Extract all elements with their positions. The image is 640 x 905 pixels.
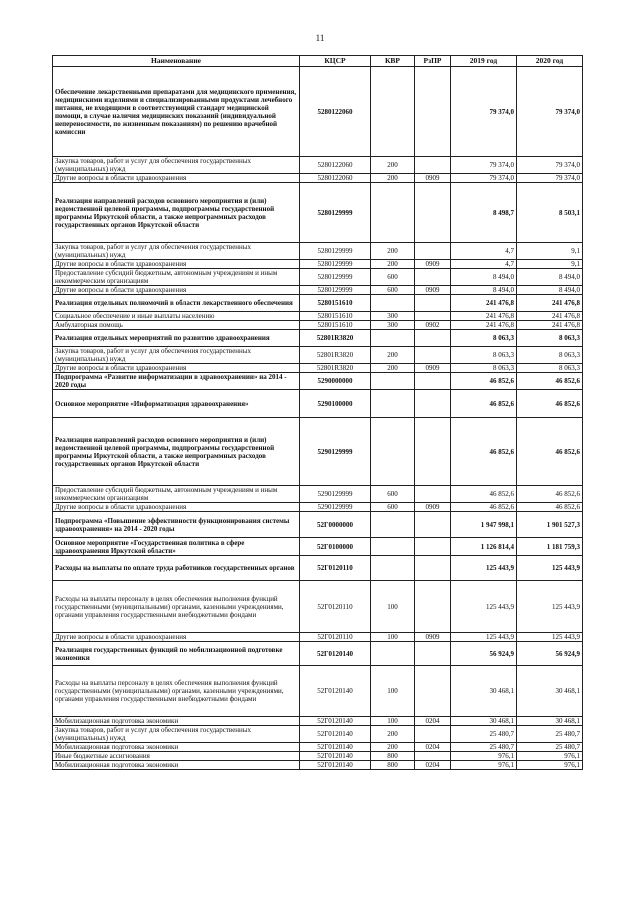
cell-rzpr — [415, 556, 451, 581]
cell-kcsr: 52Г0120110 — [300, 633, 371, 642]
cell-kcsr: 5280129999 — [300, 286, 371, 295]
cell-name: Другие вопросы в области здравоохранения — [53, 286, 300, 295]
cell-rzpr: 0909 — [415, 286, 451, 295]
cell-kvr: 100 — [371, 666, 415, 717]
cell-2019: 46 852,6 — [451, 390, 517, 418]
table-row — [53, 666, 583, 717]
cell-name: Закупка товаров, работ и услуг для обеспечения государственных (муниципальных) нужд — [53, 347, 300, 364]
cell-rzpr — [415, 418, 451, 486]
cell-kcsr: 5280122060 — [300, 157, 371, 174]
cell-2020: 1 181 759,3 — [517, 538, 583, 556]
cell-kvr: 200 — [371, 243, 415, 260]
table-row — [53, 295, 583, 312]
cell-kvr: 100 — [371, 717, 415, 726]
cell-kcsr: 52Г0120140 — [300, 752, 371, 761]
cell-kcsr: 5280151610 — [300, 312, 371, 321]
cell-kcsr: 5290100000 — [300, 390, 371, 418]
cell-name: Другие вопросы в области здравоохранения — [53, 260, 300, 269]
cell-2019: 976,1 — [451, 752, 517, 761]
cell-kvr — [371, 538, 415, 556]
cell-kcsr: 52Г0120140 — [300, 761, 371, 770]
cell-2020: 30 468,1 — [517, 666, 583, 717]
table-row — [53, 321, 583, 330]
cell-2020: 46 852,6 — [517, 486, 583, 503]
cell-rzpr — [415, 243, 451, 260]
table-row — [53, 67, 583, 157]
cell-rzpr — [415, 581, 451, 633]
cell-kvr: 300 — [371, 321, 415, 330]
cell-kvr: 300 — [371, 312, 415, 321]
cell-rzpr — [415, 752, 451, 761]
cell-rzpr — [415, 312, 451, 321]
cell-name: Расходы на выплаты персоналу в целях обеспечения выполнения функций государственными (муниципальными) органами, казенными учреждениями, органами управления государственными внебюджетными фондами — [53, 666, 300, 717]
cell-kcsr: 52Г0120140 — [300, 743, 371, 752]
cell-name: Предоставление субсидий бюджетным, автономным учреждениям и иным некоммерческим организациям — [53, 486, 300, 503]
cell-kcsr: 52Г0120140 — [300, 726, 371, 743]
header-kvr: КВР — [371, 56, 415, 67]
cell-rzpr: 0204 — [415, 717, 451, 726]
header-rzpr: РзПР — [415, 56, 451, 67]
table-row — [53, 347, 583, 364]
cell-name: Подпрограмма «Развитие информатизации в здравоохранении» на 2014 - 2020 годы — [53, 373, 300, 390]
cell-2020: 56 924,9 — [517, 642, 583, 666]
cell-name: Основное мероприятие «Государственная политика в сфере здравоохранения Иркутской области» — [53, 538, 300, 556]
cell-kcsr: 5280129999 — [300, 243, 371, 260]
table-row — [53, 726, 583, 743]
cell-kcsr: 52Г0120110 — [300, 581, 371, 633]
cell-kvr: 200 — [371, 260, 415, 269]
cell-rzpr — [415, 295, 451, 312]
cell-kcsr: 5280129999 — [300, 260, 371, 269]
cell-2020: 46 852,6 — [517, 373, 583, 390]
cell-kcsr: 52Г0120140 — [300, 717, 371, 726]
cell-rzpr — [415, 486, 451, 503]
cell-name: Мобилизационная подготовка экономики — [53, 743, 300, 752]
table-header-row — [53, 56, 583, 67]
cell-2019: 125 443,9 — [451, 633, 517, 642]
cell-name: Реализация направлений расходов основного мероприятия и (или) ведомственной целевой программы, подпрограммы государственной программы Иркутской области, а также непрограммных расходов государственных органов Иркутской области — [53, 183, 300, 243]
table-row — [53, 183, 583, 243]
table-row — [53, 581, 583, 633]
cell-kvr — [371, 330, 415, 347]
table-row — [53, 418, 583, 486]
cell-2019: 8 063,3 — [451, 347, 517, 364]
cell-2019: 79 374,0 — [451, 67, 517, 157]
cell-2019: 125 443,9 — [451, 581, 517, 633]
table-row — [53, 330, 583, 347]
cell-kvr: 800 — [371, 752, 415, 761]
cell-name: Мобилизационная подготовка экономики — [53, 761, 300, 770]
table-row — [53, 373, 583, 390]
header-kcsr: КЦСР — [300, 56, 371, 67]
table-row — [53, 269, 583, 286]
table-row — [53, 286, 583, 295]
cell-rzpr — [415, 157, 451, 174]
cell-kcsr: 52Г0120110 — [300, 556, 371, 581]
header-name: Наименование — [53, 56, 300, 67]
header-2019: 2019 год — [451, 56, 517, 67]
cell-rzpr: 0909 — [415, 364, 451, 373]
cell-name: Расходы на выплаты персоналу в целях обеспечения выполнения функций государственными (муниципальными) органами, казенными учреждениями, органами управления государственными внебюджетными фондами — [53, 581, 300, 633]
cell-2019: 8 063,3 — [451, 364, 517, 373]
cell-name: Закупка товаров, работ и услуг для обеспечения государственных (муниципальных) нужд — [53, 157, 300, 174]
cell-rzpr: 0204 — [415, 761, 451, 770]
cell-2019: 30 468,1 — [451, 717, 517, 726]
cell-2020: 30 468,1 — [517, 717, 583, 726]
cell-kvr: 200 — [371, 726, 415, 743]
table-row — [53, 761, 583, 770]
cell-2020: 25 480,7 — [517, 726, 583, 743]
table-row — [53, 538, 583, 556]
cell-kvr — [371, 183, 415, 243]
cell-kvr — [371, 295, 415, 312]
cell-kcsr: 52801R3820 — [300, 347, 371, 364]
cell-kcsr: 5280151610 — [300, 321, 371, 330]
cell-kcsr: 5290129999 — [300, 486, 371, 503]
cell-kcsr: 52801R3820 — [300, 330, 371, 347]
cell-2019: 56 924,9 — [451, 642, 517, 666]
cell-2020: 79 374,0 — [517, 174, 583, 183]
cell-name: Закупка товаров, работ и услуг для обеспечения государственных (муниципальных) нужд — [53, 243, 300, 260]
cell-2019: 8 063,3 — [451, 330, 517, 347]
cell-rzpr — [415, 269, 451, 286]
cell-rzpr — [415, 183, 451, 243]
cell-rzpr — [415, 642, 451, 666]
cell-2020: 46 852,6 — [517, 503, 583, 512]
cell-name: Реализация отдельных мероприятий по развитию здравоохранения — [53, 330, 300, 347]
cell-rzpr: 0909 — [415, 260, 451, 269]
cell-kvr — [371, 390, 415, 418]
cell-kvr: 200 — [371, 174, 415, 183]
cell-rzpr — [415, 538, 451, 556]
cell-2020: 46 852,6 — [517, 390, 583, 418]
cell-kvr: 600 — [371, 269, 415, 286]
cell-2019: 241 476,8 — [451, 312, 517, 321]
cell-kcsr: 52801R3820 — [300, 364, 371, 373]
cell-name: Другие вопросы в области здравоохранения — [53, 174, 300, 183]
cell-2020: 9,1 — [517, 243, 583, 260]
cell-rzpr — [415, 512, 451, 538]
cell-kcsr: 52Г0120140 — [300, 642, 371, 666]
cell-kvr: 800 — [371, 761, 415, 770]
cell-kcsr: 5290129999 — [300, 503, 371, 512]
cell-2019: 25 480,7 — [451, 743, 517, 752]
cell-rzpr — [415, 330, 451, 347]
cell-name: Мобилизационная подготовка экономики — [53, 717, 300, 726]
cell-2019: 241 476,8 — [451, 321, 517, 330]
cell-kvr — [371, 642, 415, 666]
table-row — [53, 390, 583, 418]
cell-kvr: 100 — [371, 633, 415, 642]
cell-name: Реализация отдельных полномочий в области лекарственного обеспечения — [53, 295, 300, 312]
cell-2019: 1 126 814,4 — [451, 538, 517, 556]
table-row — [53, 743, 583, 752]
cell-2020: 8 503,1 — [517, 183, 583, 243]
cell-kcsr: 52Г0100000 — [300, 538, 371, 556]
table-row — [53, 503, 583, 512]
cell-kvr — [371, 556, 415, 581]
cell-name: Расходы на выплаты по оплате труда работников государственных органов — [53, 556, 300, 581]
table-row — [53, 174, 583, 183]
cell-kvr — [371, 67, 415, 157]
cell-kcsr: 5280122060 — [300, 67, 371, 157]
cell-2019: 25 480,7 — [451, 726, 517, 743]
cell-name: Другие вопросы в области здравоохранения — [53, 364, 300, 373]
cell-2019: 8 498,7 — [451, 183, 517, 243]
cell-rzpr: 0909 — [415, 174, 451, 183]
table-row — [53, 312, 583, 321]
cell-name: Реализация государственных функций по мобилизационной подготовке экономики — [53, 642, 300, 666]
cell-kvr — [371, 512, 415, 538]
cell-name: Закупка товаров, работ и услуг для обеспечения государственных (муниципальных) нужд — [53, 726, 300, 743]
table-row — [53, 633, 583, 642]
cell-rzpr: 0909 — [415, 503, 451, 512]
cell-name: Другие вопросы в области здравоохранения — [53, 633, 300, 642]
cell-kvr: 600 — [371, 486, 415, 503]
cell-kvr: 600 — [371, 503, 415, 512]
cell-name: Реализация направлений расходов основного мероприятия и (или) ведомственной целевой программы, подпрограммы государственной программы Иркутской области, а также непрограммных расходов государственных органов Иркутской области — [53, 418, 300, 486]
cell-name: Другие вопросы в области здравоохранения — [53, 503, 300, 512]
cell-kvr: 200 — [371, 157, 415, 174]
cell-2020: 241 476,8 — [517, 321, 583, 330]
cell-kcsr: 52Г0120140 — [300, 666, 371, 717]
budget-table — [52, 55, 583, 770]
cell-kvr: 100 — [371, 581, 415, 633]
cell-2020: 976,1 — [517, 752, 583, 761]
cell-kcsr: 5290129999 — [300, 418, 371, 486]
cell-name: Иные бюджетные ассигнования — [53, 752, 300, 761]
table-row — [53, 752, 583, 761]
cell-2019: 30 468,1 — [451, 666, 517, 717]
cell-kvr — [371, 418, 415, 486]
cell-kvr: 600 — [371, 286, 415, 295]
cell-kcsr: 5280129999 — [300, 183, 371, 243]
cell-rzpr: 0902 — [415, 321, 451, 330]
table-row — [53, 512, 583, 538]
cell-2020: 976,1 — [517, 761, 583, 770]
cell-2020: 241 476,8 — [517, 312, 583, 321]
cell-2020: 241 476,8 — [517, 295, 583, 312]
cell-2019: 46 852,6 — [451, 418, 517, 486]
cell-rzpr: 0204 — [415, 743, 451, 752]
page-number: 11 — [315, 33, 325, 43]
cell-rzpr: 0909 — [415, 633, 451, 642]
cell-rzpr — [415, 726, 451, 743]
cell-2019: 46 852,6 — [451, 373, 517, 390]
cell-rzpr — [415, 373, 451, 390]
cell-2019: 4,7 — [451, 260, 517, 269]
cell-name: Основное мероприятие «Информатизация здравоохранения» — [53, 390, 300, 418]
cell-kcsr: 5280129999 — [300, 269, 371, 286]
cell-2019: 4,7 — [451, 243, 517, 260]
cell-2020: 125 443,9 — [517, 633, 583, 642]
cell-rzpr — [415, 67, 451, 157]
cell-2019: 241 476,8 — [451, 295, 517, 312]
cell-2020: 79 374,0 — [517, 67, 583, 157]
cell-2019: 8 494,0 — [451, 286, 517, 295]
cell-kvr: 200 — [371, 364, 415, 373]
cell-2020: 9,1 — [517, 260, 583, 269]
cell-2019: 125 443,9 — [451, 556, 517, 581]
cell-kcsr: 52Г0000000 — [300, 512, 371, 538]
cell-2019: 46 852,6 — [451, 486, 517, 503]
cell-2020: 8 063,3 — [517, 347, 583, 364]
cell-2020: 125 443,9 — [517, 581, 583, 633]
cell-rzpr — [415, 666, 451, 717]
cell-2019: 79 374,0 — [451, 174, 517, 183]
cell-2020: 125 443,9 — [517, 556, 583, 581]
table-row — [53, 486, 583, 503]
table-body — [53, 67, 583, 770]
cell-2019: 79 374,0 — [451, 157, 517, 174]
cell-2020: 8 494,0 — [517, 269, 583, 286]
cell-2019: 46 852,6 — [451, 503, 517, 512]
cell-kvr: 200 — [371, 743, 415, 752]
table-row — [53, 243, 583, 260]
cell-kcsr: 5280151610 — [300, 295, 371, 312]
cell-name: Социальное обеспечение и иные выплаты населению — [53, 312, 300, 321]
table-row — [53, 556, 583, 581]
table-row — [53, 642, 583, 666]
cell-kvr: 200 — [371, 347, 415, 364]
cell-kcsr: 5280122060 — [300, 174, 371, 183]
cell-2020: 8 494,0 — [517, 286, 583, 295]
cell-name: Предоставление субсидий бюджетным, автономным учреждениям и иным некоммерческим организациям — [53, 269, 300, 286]
cell-2020: 8 063,3 — [517, 364, 583, 373]
cell-rzpr — [415, 347, 451, 364]
cell-2020: 46 852,6 — [517, 418, 583, 486]
cell-2019: 8 494,0 — [451, 269, 517, 286]
table-row — [53, 260, 583, 269]
table-row — [53, 157, 583, 174]
cell-name: Амбулаторная помощь — [53, 321, 300, 330]
table-row — [53, 717, 583, 726]
cell-2019: 976,1 — [451, 761, 517, 770]
cell-2020: 79 374,0 — [517, 157, 583, 174]
cell-kvr — [371, 373, 415, 390]
cell-rzpr — [415, 390, 451, 418]
cell-2020: 1 901 527,3 — [517, 512, 583, 538]
cell-2019: 1 947 998,1 — [451, 512, 517, 538]
cell-name: Подпрограмма «Повышение эффективности функционирования системы здравоохранения» на 2014 - 2020 годы — [53, 512, 300, 538]
header-2020: 2020 год — [517, 56, 583, 67]
table-row — [53, 364, 583, 373]
cell-2020: 8 063,3 — [517, 330, 583, 347]
cell-kcsr: 5290000000 — [300, 373, 371, 390]
cell-2020: 25 480,7 — [517, 743, 583, 752]
cell-name: Обеспечение лекарственными препаратами для медицинского применения, медицинскими изделиями и специализированными продуктами лечебного питания, не входящими в соответствующий стандарт медицинской помощи, в случае наличия медицинских показаний (индивидуальной непереносимости, по жизненным показаниям) по решению врачебной комиссии — [53, 67, 300, 157]
